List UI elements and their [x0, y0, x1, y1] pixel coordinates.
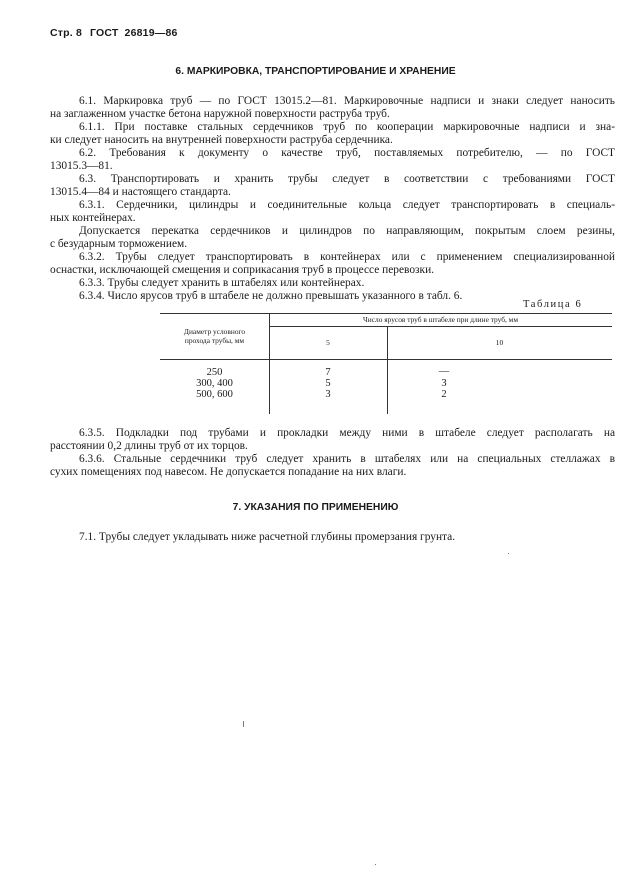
table-cell-len5: 7: [325, 367, 331, 378]
text-line: оснастки, исключающей смещения и соприкасания труб в процессе перевозки.: [50, 264, 435, 276]
text-line: Допускается перекатка сердечников и цилиндров по направляющим, покрытым слоем резины,: [79, 225, 615, 237]
text-line: 7.1. Трубы следует укладывать ниже расчетной глубины промерзания грунта.: [79, 531, 456, 543]
table-cell-diameter: 250: [206, 367, 223, 378]
text-line: 6.3.2. Трубы следует транспортировать в контейнерах или с применением специализированной: [79, 251, 615, 263]
table-cell-len10: —: [438, 366, 450, 377]
text-line: 13015.4—84 и настоящего стандарта.: [50, 186, 231, 198]
text-line: расстоянии 0,2 длины труб от их торцов.: [50, 440, 248, 452]
table-header-length-10: 10: [495, 338, 504, 347]
text-line: ки следует наносить на внутренней поверхности раструба сердечника.: [50, 134, 393, 146]
text-line: сухих помещениях под навесом. Не допускается попадание на них влаги.: [50, 466, 407, 478]
table-cell-len10: 2: [441, 389, 447, 400]
scan-mark: [508, 553, 509, 554]
table-rule: [269, 326, 612, 327]
text-line: 6.1.1. При поставке стальных сердечников труб по кооперации маркировочные надписи и зна-: [79, 121, 615, 133]
standard-number: 26819—86: [124, 27, 178, 39]
text-line: 6.3. Транспортировать и хранить трубы следует в соответствии с требованиями ГОСТ: [79, 173, 615, 185]
text-line: 6.2. Требования к документу о качестве труб, поставляемых потребителю, — по ГОСТ: [79, 147, 615, 159]
text-line: 13015.3—81.: [50, 160, 113, 172]
table-cell-len5: 3: [325, 389, 331, 400]
section-7-title: 7. УКАЗАНИЯ ПО ПРИМЕНЕНИЮ: [232, 502, 399, 513]
text-line: на заглаженном участке бетона наружной поверхности раструба труб.: [50, 108, 390, 120]
text-line: 6.3.6. Стальные сердечники труб следует хранить в штабелях или на специальных стеллажах в: [79, 453, 615, 465]
text-line: 6.1. Маркировка труб — по ГОСТ 13015.2—81. Маркировочные надписи и знаки следует наносить: [79, 95, 615, 107]
text-line: 6.3.4. Число ярусов труб в штабеле не должно превышать указанного в табл. 6.: [79, 290, 463, 302]
table-rule: [160, 359, 612, 360]
section-6-title: 6. МАРКИРОВКА, ТРАНСПОРТИРОВАНИЕ И ХРАНЕНИЕ: [175, 66, 456, 77]
table-cell-len10: 3: [441, 378, 447, 389]
text-line: с безударным торможением.: [50, 238, 188, 250]
text-line: 6.3.1. Сердечники, цилиндры и соединительные кольца следует транспортировать в специаль-: [79, 199, 615, 211]
scan-mark: [375, 864, 376, 865]
table-group-header: Число ярусов труб в штабеле при длине труб, мм: [362, 315, 519, 324]
text-line: 6.3.3. Трубы следует хранить в штабелях или контейнерах.: [79, 277, 365, 289]
table-cell-diameter: 300, 400: [196, 378, 233, 389]
text-line: 6.3.5. Подкладки под трубами и прокладки между ними в штабеле следует располагать на: [79, 427, 615, 439]
standard-label: ГОСТ: [90, 27, 119, 39]
table-caption: Таблица 6: [523, 299, 583, 310]
text-line: ных контейнерах.: [50, 212, 136, 224]
table-rule: [160, 313, 612, 314]
page-number: Стр. 8: [50, 27, 83, 39]
table-header-length-5: 5: [326, 338, 330, 347]
page-header: [50, 27, 178, 39]
table-header-diameter: Диаметр условного прохода трубы, мм: [183, 327, 246, 345]
table-cell-len5: 5: [325, 378, 331, 389]
table-cell-diameter: 500, 600: [196, 389, 233, 400]
scan-mark: [243, 721, 244, 727]
